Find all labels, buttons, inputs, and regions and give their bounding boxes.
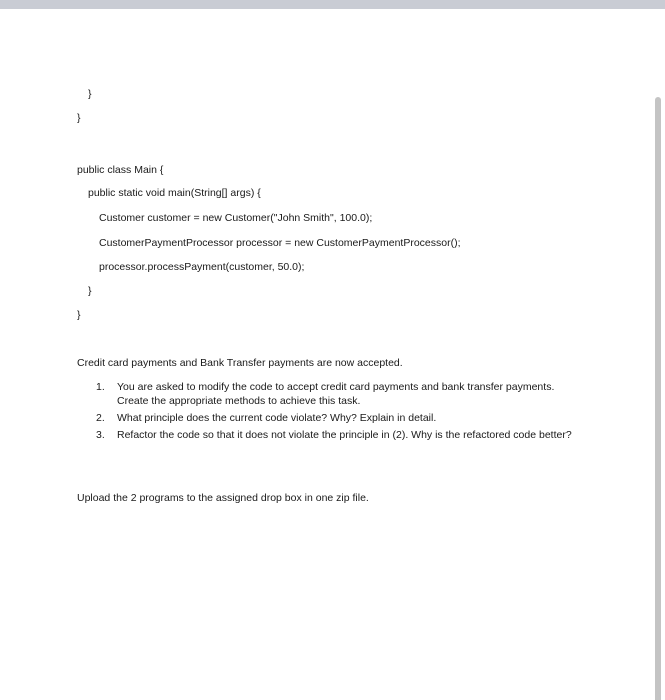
list-item-text: What principle does the current code violate? Why? Explain in detail. bbox=[117, 412, 437, 424]
code-line-closing-brace: } bbox=[88, 285, 92, 297]
code-line-closing-brace: } bbox=[77, 309, 81, 321]
code-line-closing-brace: } bbox=[88, 88, 92, 100]
code-line-process-payment: processor.processPayment(customer, 50.0); bbox=[99, 261, 305, 273]
code-line-processor: CustomerPaymentProcessor processor = new CustomerPaymentProcessor(); bbox=[99, 237, 461, 249]
list-item-text: Refactor the code so that it does not violate the principle in (2). Why is the refactored code better? bbox=[117, 429, 572, 441]
list-item bbox=[96, 411, 586, 425]
list-item-text: You are asked to modify the code to accept credit card payments and bank transfer payments. Create the appropriate methods to achieve this task. bbox=[117, 381, 555, 407]
list-item bbox=[96, 428, 586, 442]
code-line-main-method: public static void main(String[] args) { bbox=[88, 187, 261, 199]
upload-instruction: Upload the 2 programs to the assigned drop box in one zip file. bbox=[77, 492, 369, 504]
list-item-number: 3. bbox=[96, 429, 105, 441]
code-line-customer: Customer customer = new Customer("John Smith", 100.0); bbox=[99, 212, 373, 224]
list-item-number: 2. bbox=[96, 412, 105, 424]
code-line-class-declaration: public class Main { bbox=[77, 164, 164, 176]
document-page bbox=[0, 9, 652, 700]
list-item bbox=[96, 380, 586, 408]
instructions-intro: Credit card payments and Bank Transfer payments are now accepted. bbox=[77, 357, 403, 369]
vertical-scrollbar[interactable] bbox=[655, 97, 661, 700]
task-list bbox=[96, 380, 586, 445]
list-item-number: 1. bbox=[96, 381, 105, 393]
window-top-bar bbox=[0, 0, 665, 9]
code-line-closing-brace: } bbox=[77, 112, 81, 124]
